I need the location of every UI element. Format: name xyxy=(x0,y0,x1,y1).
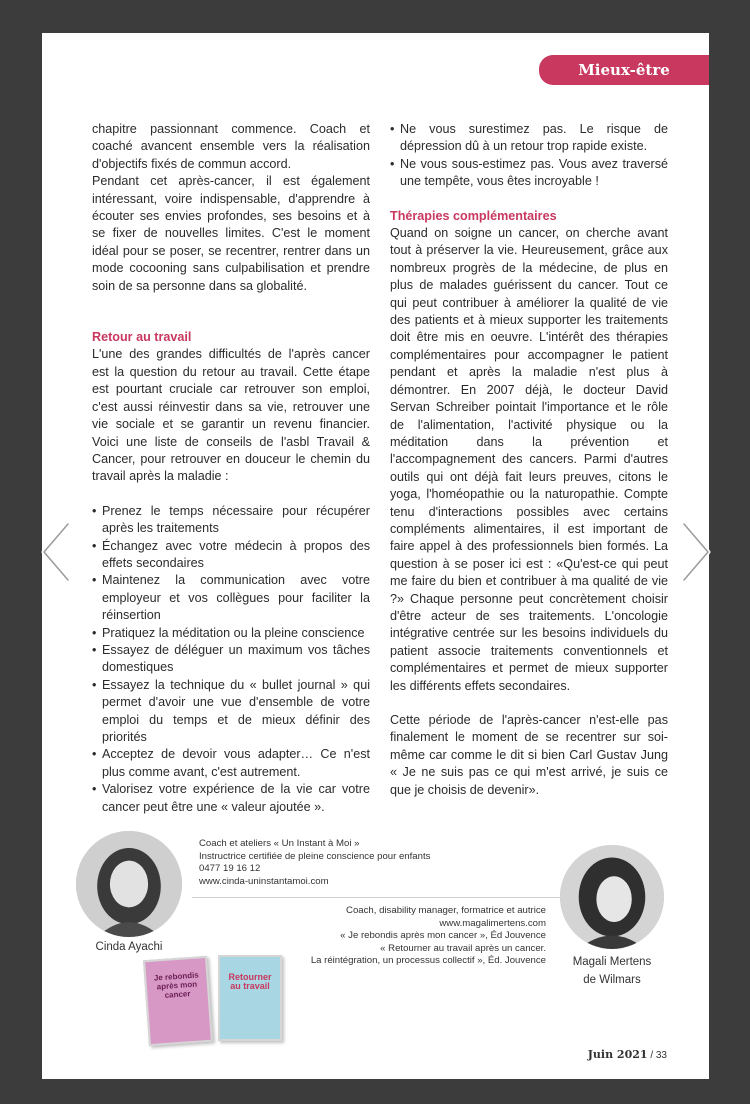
chevron-right-icon xyxy=(678,520,714,584)
author-info-magali xyxy=(272,905,546,968)
list-item: • Pratiquez la méditation ou la pleine conscience xyxy=(92,625,370,642)
book-title: Je rebondis après mon cancer xyxy=(153,970,200,1000)
advice-list xyxy=(92,503,370,816)
page-number: 33 xyxy=(655,1050,667,1061)
book-title: Retourner au travail xyxy=(228,972,272,991)
closing-paragraph: Cette période de l'après-cancer n'est-elle pas finalement le moment de se recentrer sur soi-même car comme le dit si bien Carl Gustav Jung « Je ne suis pas ce qui m'est arrivé, je suis ce que je choisis de devenir». xyxy=(390,713,668,797)
list-item: • Maintenez la communication avec votre employeur et vos collègues pour faciliter la réinsertion xyxy=(92,572,370,624)
list-item: • Ne vous surestimez pas. Le risque de dépression dû à un retour trop rapide existe. xyxy=(390,121,668,156)
info-line: « Je rebondis après mon cancer », Éd Jouvence xyxy=(340,930,546,942)
footer-separator: / xyxy=(650,1050,654,1061)
intro-paragraph-2: Pendant cet après-cancer, il est également intéressant, voire indispensable, d'apprendre à écouter ses envies profondes, ses besoins et à se fixer de nouvelles limites. C'est le moment idéal pour se poser, se recentrer, rentrer dans un mode cocooning sans culpabilisation et prendre soin de sa personne dans sa globalité. xyxy=(92,174,370,293)
heading-retour-au-travail: Retour au travail xyxy=(92,330,192,345)
chevron-left-icon xyxy=(38,520,74,584)
left-column xyxy=(92,121,370,816)
info-line: Coach, disability manager, formatrice et autrice xyxy=(346,905,546,916)
info-line: www.cinda-uninstantamoi.com xyxy=(199,875,329,887)
list-item: • Valorisez votre expérience de la vie car votre cancer peut être une « valeur ajoutée ». xyxy=(92,781,370,816)
info-line: « Retourner au travail après un cancer. xyxy=(380,942,546,954)
intro-paragraph-1: chapitre passionnant commence. Coach et coaché avancent ensemble vers la réalisation d'objectifs fixés de commun accord. xyxy=(92,122,370,171)
author-name-line: de Wilmars xyxy=(583,974,641,986)
retour-body: L'une des grandes difficultés de l'après cancer est la question du retour au travail. Cette étape est pourtant cruciale car retrouver son emploi, c'est aussi réinvestir dans sa vie, retrouver une vie sociale et se garantir un revenu financier. Voici une liste de conseils de l'asbl Travail & Cancer, pour retrouver en douceur le chemin du travail après la maladie : xyxy=(92,347,370,484)
portrait-icon xyxy=(560,845,664,949)
list-item: • Ne vous sous-estimez pas. Vous avez traversé une tempête, vous êtes incroyable ! xyxy=(390,156,668,191)
info-line: Instructrice certifiée de pleine conscience pour enfants xyxy=(199,850,431,862)
magazine-page xyxy=(42,33,709,1079)
list-item: • Essayez la technique du « bullet journal » qui permet d'avoir une vue d'ensemble de votre emploi du temps et de mieux définir des priorités xyxy=(92,677,370,747)
avatar-cinda xyxy=(76,831,182,937)
info-line: www.magalimertens.com xyxy=(439,917,546,929)
book-cover xyxy=(218,955,282,1041)
book-cover xyxy=(143,956,213,1046)
issue-date: Juin 2021 xyxy=(587,1048,648,1061)
previous-page-button[interactable] xyxy=(38,520,74,584)
right-column xyxy=(390,121,668,799)
list-item: • Acceptez de devoir vous adapter… Ce n'est plus comme avant, c'est autrement. xyxy=(92,746,370,781)
divider xyxy=(192,897,592,898)
author-name-cinda: Cinda Ayachi xyxy=(95,941,163,953)
list-item: • Prenez le temps nécessaire pour récupérer après les traitements xyxy=(92,503,370,538)
list-item: • Échangez avec votre médecin à propos des effets secondaires xyxy=(92,538,370,573)
author-name-line: Magali Mertens xyxy=(572,956,652,968)
avatar-magali xyxy=(560,845,664,949)
portrait-icon xyxy=(76,831,182,937)
author-info-cinda xyxy=(199,838,509,888)
section-tag: Mieux-être xyxy=(539,55,709,85)
advice-list-continued xyxy=(390,121,668,191)
therapies-body: Quand on soigne un cancer, on cherche avant tout à préserver la vie. Heureusement, grâce aux nombreux progrès de la médecine, de plus en plus de malades guérissent du cancer. Tout ce qui peut contribuer à améliorer la qualité de vie des patients et à mieux supporter les traitements doit être mis en oeuvre. L'intérêt des thérapies complémentaires pour accompagner le patient pendant et après la maladie n'est plus à démontrer. En 2007 déjà, le docteur David Servan Schreiber pointait l'importance et le rôle de l'alimentation, l'activité physique ou la méditation dans la prévention et l'accompagnement des cancers. Parmi d'autres outils qui ont déjà fait leurs preuves, citons le yoga, l'homéopathie ou la naturopathie. Compte tenu d'interactions possibles avec certains compléments alimentaires, il est important de faire appel à des professionnels bien formés. La question à se poser ici est : «Qu'est-ce qui peut me faire du bien et contribuer à ma qualité de vie ?» Chaque personne peut concrètement choisir d'être acteur de ses traitements. L'oncologie intégrative centrée sur les besoins individuels du patient associe traitements conventionnels et complémentaires et permet de mieux supporter les différents effets secondaires. xyxy=(390,226,668,693)
info-line: La réintégration, un processus collectif », Éd. Jouvence xyxy=(310,955,546,967)
info-line: 0477 19 16 12 xyxy=(199,863,261,875)
heading-therapies: Thérapies complémentaires xyxy=(390,208,557,223)
page-footer xyxy=(588,1048,667,1061)
next-page-button[interactable] xyxy=(678,520,714,584)
author-name-magali xyxy=(542,953,682,989)
list-item: • Essayez de déléguer un maximum vos tâches domestiques xyxy=(92,642,370,677)
info-line: Coach et ateliers « Un Instant à Moi » xyxy=(199,838,360,849)
